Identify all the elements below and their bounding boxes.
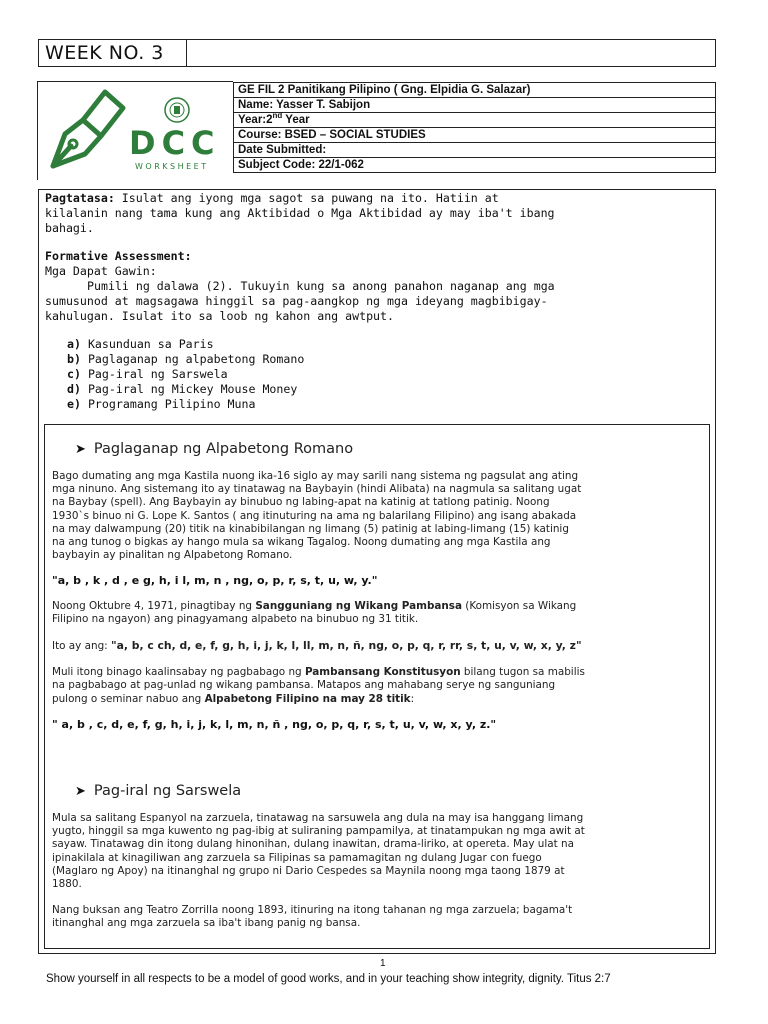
section2-p2 <box>52 904 704 930</box>
instructions <box>45 191 710 412</box>
pen-nib-icon <box>45 84 135 176</box>
page-number: 1 <box>380 958 386 969</box>
section1-body <box>52 470 704 731</box>
text-span: Muli itong binago kaalinsabay ng pagbabago ng <box>52 666 305 679</box>
year-suffix: Year <box>282 114 310 126</box>
alphabet-abakada: "a, b , k , d , e g, h, i l, m, n , ng, o, p, r, s, t, u, w, y." <box>52 574 378 588</box>
text-span: : <box>410 692 415 705</box>
option-letter: d) <box>67 382 81 396</box>
options-list <box>45 337 710 412</box>
week-label: WEEK NO. 3 <box>39 40 187 66</box>
text-line: na Baybay (spell). Ang Baybayin ay binubuo ng labing-apat na katinig at tatlong patinig. Noong <box>52 496 550 509</box>
pagtatasa-line3: bahagi. <box>45 221 94 235</box>
name-cell: Name: Yasser T. Sabijon <box>234 98 716 113</box>
option-text: Programang Pilipino Muna <box>87 397 256 411</box>
konstitusyon-bold: Pambansang Konstitusyon <box>304 666 461 679</box>
year-cell <box>234 113 716 128</box>
dcc-logo <box>45 84 230 176</box>
text-span: bilang tugon sa mabilis <box>460 666 585 679</box>
text-line: Nang buksan ang Teatro Zorrilla noong 1893, itinuring na itong tahanan ng mga zarzuela; bagama't <box>52 904 573 917</box>
course-title-cell: GE FIL 2 Panitikang Pilipino ( Gng. Elpidia G. Salazar) <box>234 83 716 98</box>
option-text: Pag-iral ng Mickey Mouse Money <box>87 382 298 396</box>
list-item <box>67 337 710 352</box>
section1-heading-row <box>75 438 353 457</box>
text-line <box>52 600 704 613</box>
seal-icon <box>163 96 191 124</box>
list-item <box>67 352 710 367</box>
text-span: Noong Oktubre 4, 1971, pinagtibay ng <box>52 599 256 612</box>
text-line: 1880. <box>52 878 82 891</box>
section2-p1 <box>52 812 704 891</box>
list-item <box>67 367 710 382</box>
text-span: pulong o seminar nabuo ang <box>52 692 205 705</box>
option-text: Paglaganap ng alpabetong Romano <box>87 352 305 366</box>
pagtatasa-line2: kilalanin nang tama kung ang Aktibidad o Mga Aktibidad ay may iba't ibang <box>45 206 555 220</box>
text-line: na pagbabago at pag-unlad ng wikang pambansa. Matapos ang mahabang serye ng sanguniang <box>52 679 556 692</box>
text-line: baybayin ay pinalitan ng Alpabetong Romano. <box>52 549 293 562</box>
sanggunian-bold: Sangguniang ng Wikang Pambansa <box>255 599 462 612</box>
text-line: sayaw. Tinatawag din itong dulang hinonihan, dulang inawitan, drama-liriko, at opereta. May ulat na <box>52 838 574 851</box>
text-line: mga ninuno. Ang sistemang ito ay tinatawag na Baybayin (hindi Alibata) na nagmula sa salitang ugat <box>52 483 582 496</box>
list-item <box>67 382 710 397</box>
option-letter: a) <box>67 337 81 351</box>
text-line: Filipino na ngayon) ang pinagyamang alpabeto na binubuo ng 31 titik. <box>52 612 419 625</box>
section1-p1 <box>52 470 704 562</box>
week-header <box>38 39 716 67</box>
option-letter: e) <box>67 397 81 411</box>
pagtatasa-text: Isulat ang iyong mga sagot sa puwang na ito. Hatiin at <box>114 191 499 205</box>
text-line: na ang tunog o bigkas ay hango mula sa wikang Tagalog. Noong dumating ang mga Kastila ang <box>52 536 551 549</box>
option-text: Kasunduan sa Paris <box>87 337 214 351</box>
year-prefix: Year:2 <box>238 114 273 126</box>
arrow-bullet-icon: ➤ <box>75 784 86 799</box>
task-line1: Pumili ng dalawa (2). Tukuyin kung sa anong panahon naganap ang mga <box>87 279 555 293</box>
text-line: na may dalwampung (20) titik na kinabibilangan ng limang (5) patinig at labing-limang (15) katinig <box>52 522 569 535</box>
section2-body <box>52 812 704 931</box>
pagtatasa-line1 <box>45 191 710 206</box>
text-line: ipinakilala at kinagiliwan ang zarzuela sa Filipinas sa pamamagitan ng dulang Jugar con fuego <box>52 851 542 864</box>
section2-heading-row <box>75 780 241 799</box>
year-sup: nd <box>272 111 283 121</box>
text-line: (Maglaro ng Apoy) na itinanghal ng grupo ni Dario Cespedes sa Maynila noong mga taong 1879 at <box>52 864 565 877</box>
alphabet-28: " a, b , c, d, e, f, g, h, i, j, k, l, m, n, ñ , ng, o, p, q, r, s, t, u, v, w, x, y, z." <box>52 717 497 731</box>
text-line: Mula sa salitang Espanyol na zarzuela, tinatawag na sarsuwela ang dula na may isa hanggang limang <box>52 812 584 824</box>
formative-label: Formative Assessment: <box>45 249 192 263</box>
student-info-table <box>233 82 716 173</box>
task-line3: kahulugan. Isulat ito sa loob ng kahon ang awtput. <box>45 309 395 323</box>
logo-main-text: DCC <box>129 124 221 162</box>
text-line: Bago dumating ang mga Kastila nuong ika-16 siglo ay may sarili nang sistema ng pagsulat ang ating <box>52 470 579 482</box>
section2-heading: Pag-iral ng Sarswela <box>93 783 242 799</box>
course-cell: Course: BSED – SOCIAL STUDIES <box>234 128 716 143</box>
footer-verse: Show yourself in all respects to be a model of good works, and in your teaching show integrity, dignity. Titus 2:7 <box>46 973 611 985</box>
alpabeto-28-bold: Alpabetong Filipino na may 28 titik <box>204 692 411 705</box>
dapat-gawin: Mga Dapat Gawin: <box>45 264 157 278</box>
text-line <box>52 693 704 706</box>
text-span: Ito ay ang: <box>52 640 111 653</box>
option-letter: b) <box>67 352 81 366</box>
section1-p4 <box>52 666 704 706</box>
text-line: itinanghal ang mga zarzuela sa iba't ibang panig ng bansa. <box>52 917 361 930</box>
list-item <box>67 397 710 412</box>
text-line: yugto, hinggil sa mga kuwento ng pag-ibig at suliraning pampamilya, at tinatampukan ng mga awit at <box>52 825 585 838</box>
arrow-bullet-icon: ➤ <box>75 442 86 457</box>
alphabet-31: "a, b, c ch, d, e, f, g, h, i, j, k, l, ll, m, n, ñ, ng, o, p, q, r, rr, s, t, u, v, w, x, y, z" <box>110 639 582 653</box>
text-line <box>52 666 704 679</box>
section1-p2 <box>52 600 704 626</box>
subject-code-cell: Subject Code: 22/1-062 <box>234 158 716 173</box>
option-text: Pag-iral ng Sarswela <box>87 367 228 381</box>
logo-sub-text: WORKSHEET <box>135 162 209 171</box>
option-letter: c) <box>67 367 81 381</box>
text-line: 1930`s binuo ni G. Lope K. Santos ( ang itinuturing na ama ng balarilang Filipino) ang isang abakada <box>52 509 577 522</box>
text-span: (Komisyon sa Wikang <box>461 599 577 612</box>
section1-heading: Paglaganap ng Alpabetong Romano <box>93 441 354 457</box>
section1-p3 <box>52 639 704 653</box>
date-submitted-cell: Date Submitted: <box>234 143 716 158</box>
task-line2: sumusunod at magsagawa hinggil sa pag-aangkop ng mga ideyang magbibigay- <box>45 294 548 308</box>
pagtatasa-label: Pagtatasa: <box>45 191 115 205</box>
